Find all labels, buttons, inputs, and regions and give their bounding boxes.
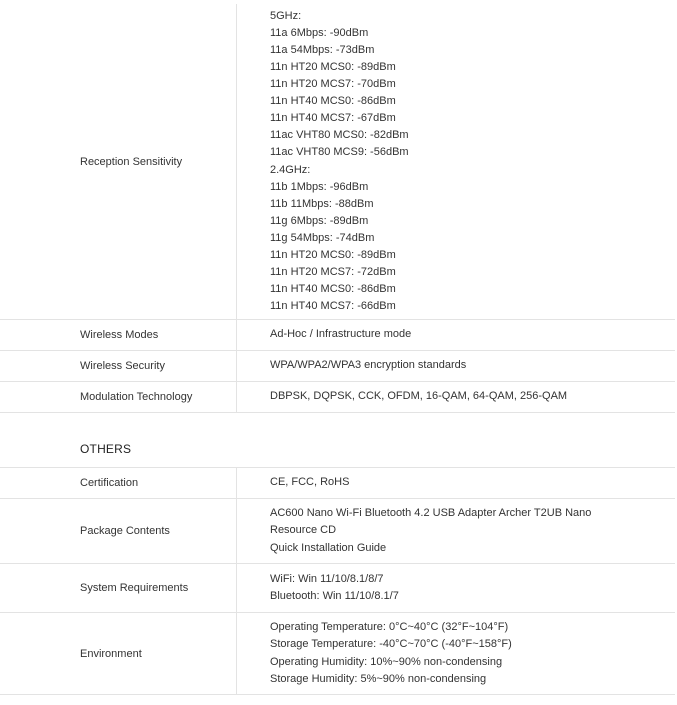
spec-value-line: 11n HT40 MCS0: -86dBm (270, 283, 396, 296)
spec-value-line: CE, FCC, RoHS (270, 476, 350, 489)
spec-value-line: Quick Installation Guide (270, 541, 387, 554)
spec-value-line: Bluetooth: Win 11/10/8.1/7 (270, 590, 399, 602)
spec-row-modulation-technology (0, 382, 675, 413)
spec-value-line: 11b 1Mbps: -96dBm (270, 180, 369, 193)
spec-value (237, 351, 675, 381)
spec-label (0, 320, 237, 350)
spec-value-line: 2.4GHz: (270, 163, 311, 176)
spec-value (237, 382, 675, 412)
spec-label (0, 468, 237, 498)
spec-value-line: WiFi: Win 11/10/8.1/8/7 (270, 572, 384, 585)
spec-label (0, 4, 237, 319)
spec-value-line: Operating Temperature: 0°C~40°C (32°F~104°F) (270, 621, 509, 634)
spec-value-line: 11g 54Mbps: -74dBm (270, 231, 375, 244)
spec-value-line: Operating Humidity: 10%~90% non-condensing (270, 655, 503, 668)
spec-label-text: Environment (80, 647, 142, 660)
spec-label-text: System Requirements (80, 582, 189, 594)
spec-label-text: Wireless Security (80, 360, 165, 372)
spec-row-wireless-modes (0, 320, 675, 351)
spec-value (237, 320, 675, 350)
spec-value-line: 5GHz: (270, 9, 302, 22)
spec-label (0, 564, 237, 612)
spec-value (237, 4, 675, 319)
spec-value-line: 11n HT20 MCS7: -72dBm (270, 266, 396, 279)
spec-value-line: WPA/WPA2/WPA3 encryption standards (270, 359, 467, 372)
spec-label (0, 499, 237, 563)
spec-row-environment (0, 613, 675, 695)
spec-value-line: Resource CD (270, 524, 337, 537)
spec-row-certification (0, 468, 675, 499)
spec-value-line: 11n HT40 MCS7: -67dBm (270, 112, 396, 125)
spec-value-line: Storage Temperature: -40°C~70°C (-40°F~158°F) (270, 638, 512, 651)
spec-value-line: Ad-Hoc / Infrastructure mode (270, 328, 412, 341)
spec-value-line: AC600 Nano Wi-Fi Bluetooth 4.2 USB Adapter Archer T2UB Nano (270, 507, 592, 520)
spec-label-text: Reception Sensitivity (80, 155, 183, 168)
section-title-others: OTHERS (80, 442, 132, 456)
spec-label-text: Modulation Technology (80, 391, 193, 403)
spec-value-line: 11n HT40 MCS7: -66dBm (270, 300, 396, 313)
spec-row-reception-sensitivity (0, 0, 675, 320)
spec-value-line: 11n HT20 MCS0: -89dBm (270, 60, 396, 73)
spec-value-line: Storage Humidity: 5%~90% non-condensing (270, 672, 487, 685)
spec-value (237, 613, 675, 694)
spec-value-line: 11n HT40 MCS0: -86dBm (270, 95, 396, 108)
spec-label-text: Package Contents (80, 525, 170, 537)
others-spec-table (0, 467, 675, 695)
spec-label (0, 613, 237, 694)
spec-value-line: 11ac VHT80 MCS9: -56dBm (270, 146, 409, 159)
spec-value-line: 11a 6Mbps: -90dBm (270, 26, 369, 39)
spec-value (237, 468, 675, 498)
spec-value-line: 11n HT20 MCS7: -70dBm (270, 78, 396, 91)
spec-row-package-contents (0, 499, 675, 564)
spec-label (0, 382, 237, 412)
spec-value (237, 564, 675, 612)
spec-value-line: 11g 6Mbps: -89dBm (270, 214, 369, 227)
spec-value-line: 11ac VHT80 MCS0: -82dBm (270, 129, 409, 142)
spec-value (237, 499, 675, 563)
spec-label (0, 351, 237, 381)
spec-value-line: 11b 11Mbps: -88dBm (270, 197, 374, 210)
spec-value-line: 11a 54Mbps: -73dBm (270, 43, 375, 56)
spec-label-text: Certification (80, 477, 139, 489)
spec-value-line: 11n HT20 MCS0: -89dBm (270, 248, 396, 261)
spec-value-line: DBPSK, DQPSK, CCK, OFDM, 16-QAM, 64-QAM, 256-QAM (270, 390, 568, 403)
spec-label-text: Wireless Modes (80, 329, 159, 341)
spec-row-system-requirements (0, 564, 675, 613)
spec-row-wireless-security (0, 351, 675, 382)
